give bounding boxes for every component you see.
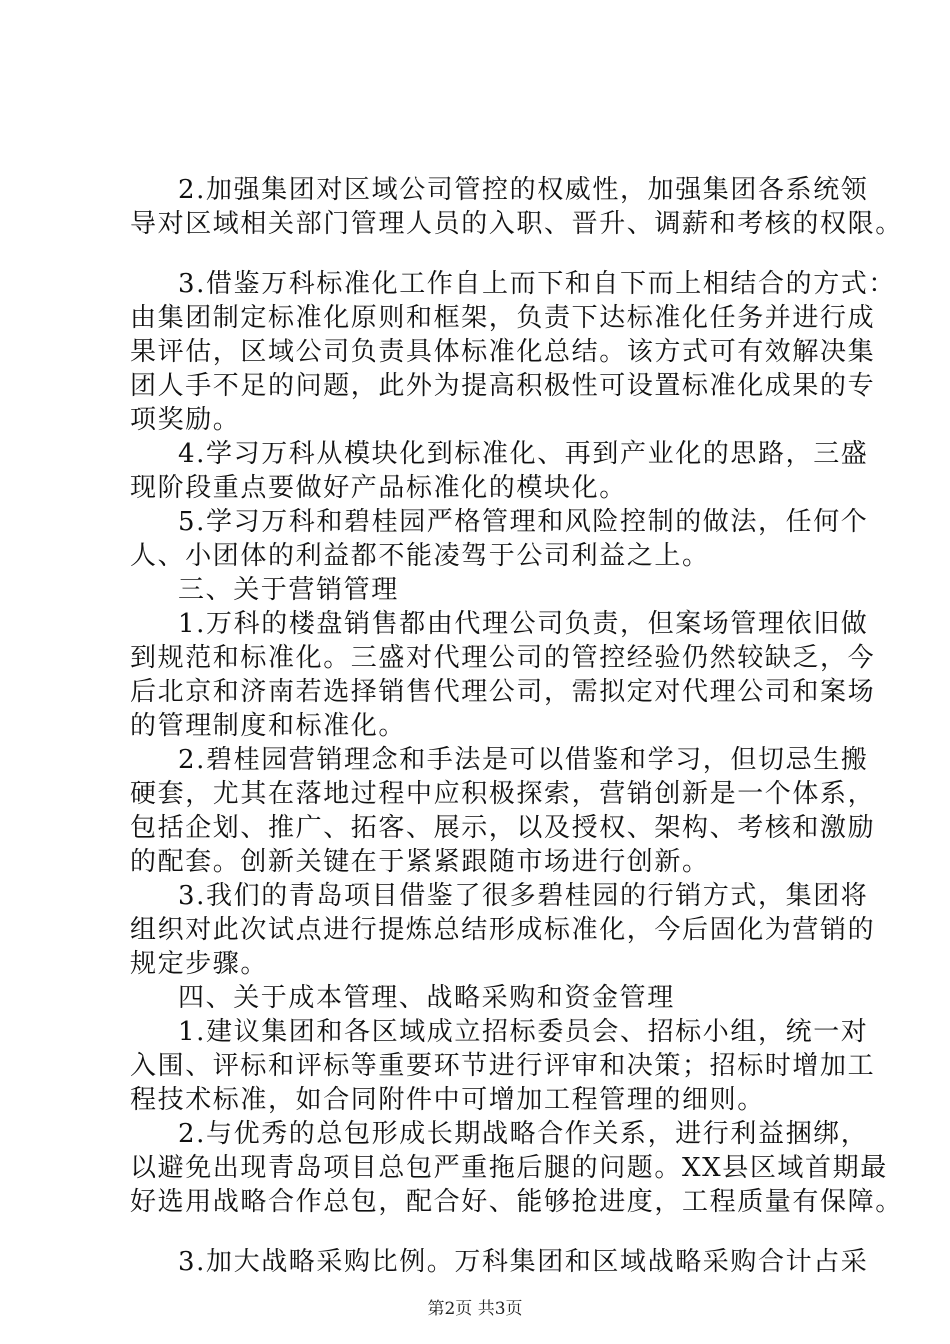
paragraph-line: 5.学习万科和碧桂园严格管理和风险控制的做法，任何个: [178, 507, 869, 537]
paragraph-line: 人、小团体的利益都不能凌驾于公司利益之上。: [130, 541, 710, 571]
section-heading: 三、关于营销管理: [178, 575, 399, 605]
section-heading: 四、关于成本管理、战略采购和资金管理: [178, 983, 675, 1013]
paragraph-line: 3.借鉴万科标准化工作自上而下和自下而上相结合的方式：: [178, 269, 897, 299]
paragraph-line: 项奖励。: [130, 405, 241, 435]
paragraph-line: 4.学习万科从模块化到标准化、再到产业化的思路，三盛: [178, 439, 869, 469]
paragraph-line: 2.加强集团对区域公司管控的权威性，加强集团各系统领: [178, 175, 869, 205]
paragraph-line: 程技术标准，如合同附件中可增加工程管理的细则。: [130, 1085, 765, 1115]
paragraph-line: 入围、评标和评标等重要环节进行评审和决策；招标时增加工: [130, 1051, 876, 1081]
paragraph-line: 组织对此次试点进行提炼总结形成标准化，今后固化为营销的: [130, 915, 876, 945]
page-number-footer: 第2页 共3页: [427, 1299, 523, 1319]
paragraph-line: 现阶段重点要做好产品标准化的模块化。: [130, 473, 627, 503]
paragraph-line: 1.建议集团和各区域成立招标委员会、招标小组，统一对: [178, 1017, 869, 1047]
paragraph-line: 后北京和济南若选择销售代理公司，需拟定对代理公司和案场: [130, 677, 876, 707]
paragraph-line: 导对区域相关部门管理人员的入职、晋升、调薪和考核的权限。: [130, 209, 903, 239]
paragraph-line: 3.加大战略采购比例。万科集团和区域战略采购合计占采: [178, 1247, 869, 1277]
paragraph-line: 2.与优秀的总包形成长期战略合作关系，进行利益捆绑，: [178, 1119, 869, 1149]
paragraph-line: 好选用战略合作总包，配合好、能够抢进度，工程质量有保障。: [130, 1187, 903, 1217]
paragraph-line: 的配套。创新关键在于紧紧跟随市场进行创新。: [130, 847, 710, 877]
paragraph-line: 3.我们的青岛项目借鉴了很多碧桂园的行销方式，集团将: [178, 881, 869, 911]
paragraph-line: 团人手不足的问题，此外为提高积极性可设置标准化成果的专: [130, 371, 876, 401]
paragraph-line: 以避免出现青岛项目总包严重拖后腿的问题。XX县区域首期最: [130, 1153, 888, 1183]
paragraph-line: 包括企划、推广、拓客、展示，以及授权、架构、考核和激励: [130, 813, 876, 843]
paragraph-line: 由集团制定标准化原则和框架，负责下达标准化任务并进行成: [130, 303, 876, 333]
paragraph-line: 硬套，尤其在落地过程中应积极探索，营销创新是一个体系，: [130, 779, 876, 809]
paragraph-line: 2.碧桂园营销理念和手法是可以借鉴和学习，但切忌生搬: [178, 745, 869, 775]
paragraph-line: 1.万科的楼盘销售都由代理公司负责，但案场管理依旧做: [178, 609, 869, 639]
paragraph-line: 果评估，区域公司负责具体标准化总结。该方式可有效解决集: [130, 337, 876, 367]
paragraph-line: 规定步骤。: [130, 949, 269, 979]
paragraph-line: 的管理制度和标准化。: [130, 711, 407, 741]
paragraph-line: 到规范和标准化。三盛对代理公司的管控经验仍然较缺乏，今: [130, 643, 876, 673]
